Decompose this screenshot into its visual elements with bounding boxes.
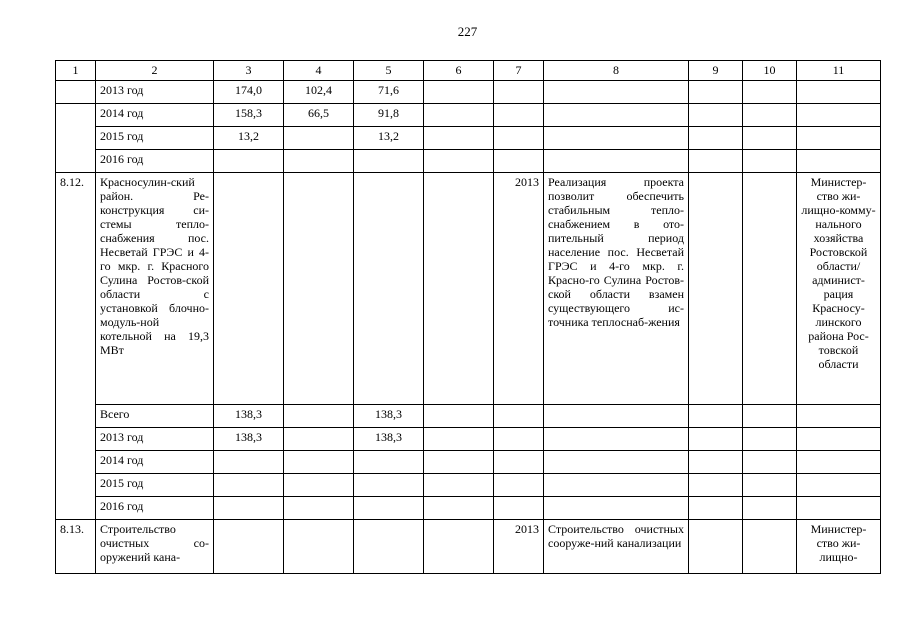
empty-cell (544, 451, 689, 474)
item-year: 2013 (494, 173, 544, 405)
empty-cell (214, 173, 284, 405)
empty-cell (544, 150, 689, 173)
empty-cell (743, 81, 797, 104)
value-cell: 138,3 (354, 428, 424, 451)
table-row (56, 474, 881, 497)
empty-cell (797, 405, 881, 428)
page-number: 227 (457, 24, 478, 39)
empty-cell (689, 173, 743, 405)
empty-cell (494, 474, 544, 497)
value-cell: 13,2 (214, 127, 284, 150)
value-cell (284, 497, 354, 520)
empty-cell (797, 451, 881, 474)
value-cell: 138,3 (214, 405, 284, 428)
empty-cell (494, 428, 544, 451)
value-cell (354, 497, 424, 520)
empty-cell (544, 81, 689, 104)
value-cell: 13,2 (354, 127, 424, 150)
program-table (55, 60, 881, 574)
value-cell: 102,4 (284, 81, 354, 104)
empty-cell (424, 474, 494, 497)
value-cell (284, 405, 354, 428)
period-label: 2013 год (96, 428, 214, 451)
item-description: Реализация проекта позволит обеспечить стабильным тепло-снабжением в ото-пительный период население пос. Несветай ГРЭС и 4-го мкр. г. Красно-го Сулина Ростов-ской области взамен существующего ис-точника теплоснаб-жения (544, 173, 689, 405)
empty-cell (494, 451, 544, 474)
number-cell (56, 104, 96, 173)
empty-cell (424, 520, 494, 574)
value-cell: 158,3 (214, 104, 284, 127)
header-cell: 7 (494, 61, 544, 81)
empty-cell (797, 474, 881, 497)
empty-cell (689, 520, 743, 574)
empty-cell (743, 451, 797, 474)
table-row (56, 81, 881, 104)
value-cell (214, 451, 284, 474)
empty-cell (689, 104, 743, 127)
value-cell: 138,3 (354, 405, 424, 428)
item-responsible: Министер-ство жи-лищно- (797, 520, 881, 574)
value-cell: 174,0 (214, 81, 284, 104)
empty-cell (797, 127, 881, 150)
value-cell: 91,8 (354, 104, 424, 127)
item-year: 2013 (494, 520, 544, 574)
empty-cell (743, 127, 797, 150)
header-row (56, 61, 881, 81)
item-name: Красносулин-ский район. Ре-конструкция си-стемы тепло-снабжения пос. Несветай ГРЭС и 4-го мкр. г. Красного Сулина Ростов-ской области с установкой блочно-модуль-ной котельной на 19,3 МВт (96, 173, 214, 405)
table-row (56, 104, 881, 127)
value-cell (284, 451, 354, 474)
header-cell: 8 (544, 61, 689, 81)
empty-cell (743, 150, 797, 173)
empty-cell (743, 497, 797, 520)
empty-cell (689, 405, 743, 428)
item-number: 8.13. (56, 520, 96, 574)
empty-cell (743, 104, 797, 127)
empty-cell (797, 104, 881, 127)
period-label: 2016 год (96, 150, 214, 173)
value-cell (284, 428, 354, 451)
empty-cell (284, 173, 354, 405)
empty-cell (494, 104, 544, 127)
table-row (56, 127, 881, 150)
table-row (56, 497, 881, 520)
empty-cell (214, 520, 284, 574)
empty-cell (494, 150, 544, 173)
period-label: 2013 год (96, 81, 214, 104)
item-name: Строительство очистных со-оружений кана- (96, 520, 214, 574)
empty-cell (689, 474, 743, 497)
item-description: Строительство очистных сооруже-ний канализации (544, 520, 689, 574)
header-cell: 3 (214, 61, 284, 81)
header-cell: 5 (354, 61, 424, 81)
header-cell: 1 (56, 61, 96, 81)
empty-cell (544, 474, 689, 497)
empty-cell (689, 451, 743, 474)
table-row (56, 405, 881, 428)
value-cell (214, 150, 284, 173)
empty-cell (424, 173, 494, 405)
empty-cell (494, 127, 544, 150)
header-cell: 10 (743, 61, 797, 81)
header-cell: 6 (424, 61, 494, 81)
empty-cell (743, 520, 797, 574)
empty-cell (743, 428, 797, 451)
empty-cell (689, 428, 743, 451)
value-cell (354, 150, 424, 173)
empty-cell (424, 104, 494, 127)
table-row-item (56, 173, 881, 405)
empty-cell (797, 428, 881, 451)
empty-cell (354, 173, 424, 405)
table-row (56, 428, 881, 451)
empty-cell (424, 428, 494, 451)
table-row-item (56, 520, 881, 574)
number-cell (56, 81, 96, 104)
empty-cell (544, 104, 689, 127)
empty-cell (544, 428, 689, 451)
empty-cell (354, 520, 424, 574)
header-cell: 2 (96, 61, 214, 81)
empty-cell (494, 497, 544, 520)
item-number: 8.12. (56, 173, 96, 520)
empty-cell (797, 497, 881, 520)
period-label: 2014 год (96, 451, 214, 474)
value-cell (354, 451, 424, 474)
empty-cell (424, 451, 494, 474)
empty-cell (797, 81, 881, 104)
empty-cell (743, 173, 797, 405)
period-label: 2014 год (96, 104, 214, 127)
table-row (56, 150, 881, 173)
empty-cell (689, 81, 743, 104)
empty-cell (494, 405, 544, 428)
empty-cell (424, 81, 494, 104)
value-cell: 66,5 (284, 104, 354, 127)
empty-cell (544, 405, 689, 428)
empty-cell (689, 127, 743, 150)
empty-cell (424, 497, 494, 520)
value-cell (284, 127, 354, 150)
empty-cell (797, 150, 881, 173)
header-cell: 4 (284, 61, 354, 81)
empty-cell (424, 150, 494, 173)
value-cell (284, 150, 354, 173)
value-cell (214, 474, 284, 497)
empty-cell (494, 81, 544, 104)
header-cell: 9 (689, 61, 743, 81)
empty-cell (284, 520, 354, 574)
empty-cell (689, 150, 743, 173)
period-label: Всего (96, 405, 214, 428)
period-label: 2015 год (96, 474, 214, 497)
period-label: 2015 год (96, 127, 214, 150)
empty-cell (544, 127, 689, 150)
empty-cell (689, 497, 743, 520)
value-cell: 71,6 (354, 81, 424, 104)
value-cell (214, 497, 284, 520)
value-cell (284, 474, 354, 497)
empty-cell (424, 127, 494, 150)
empty-cell (743, 474, 797, 497)
item-responsible: Министер-ство жи-лищно-комму-нального хозяйства Ростовской области/ админист-рация Красносу-линского района Рос-товской области (797, 173, 881, 405)
value-cell: 138,3 (214, 428, 284, 451)
empty-cell (424, 405, 494, 428)
empty-cell (544, 497, 689, 520)
table-row (56, 451, 881, 474)
value-cell (354, 474, 424, 497)
period-label: 2016 год (96, 497, 214, 520)
empty-cell (743, 405, 797, 428)
header-cell: 11 (797, 61, 881, 81)
